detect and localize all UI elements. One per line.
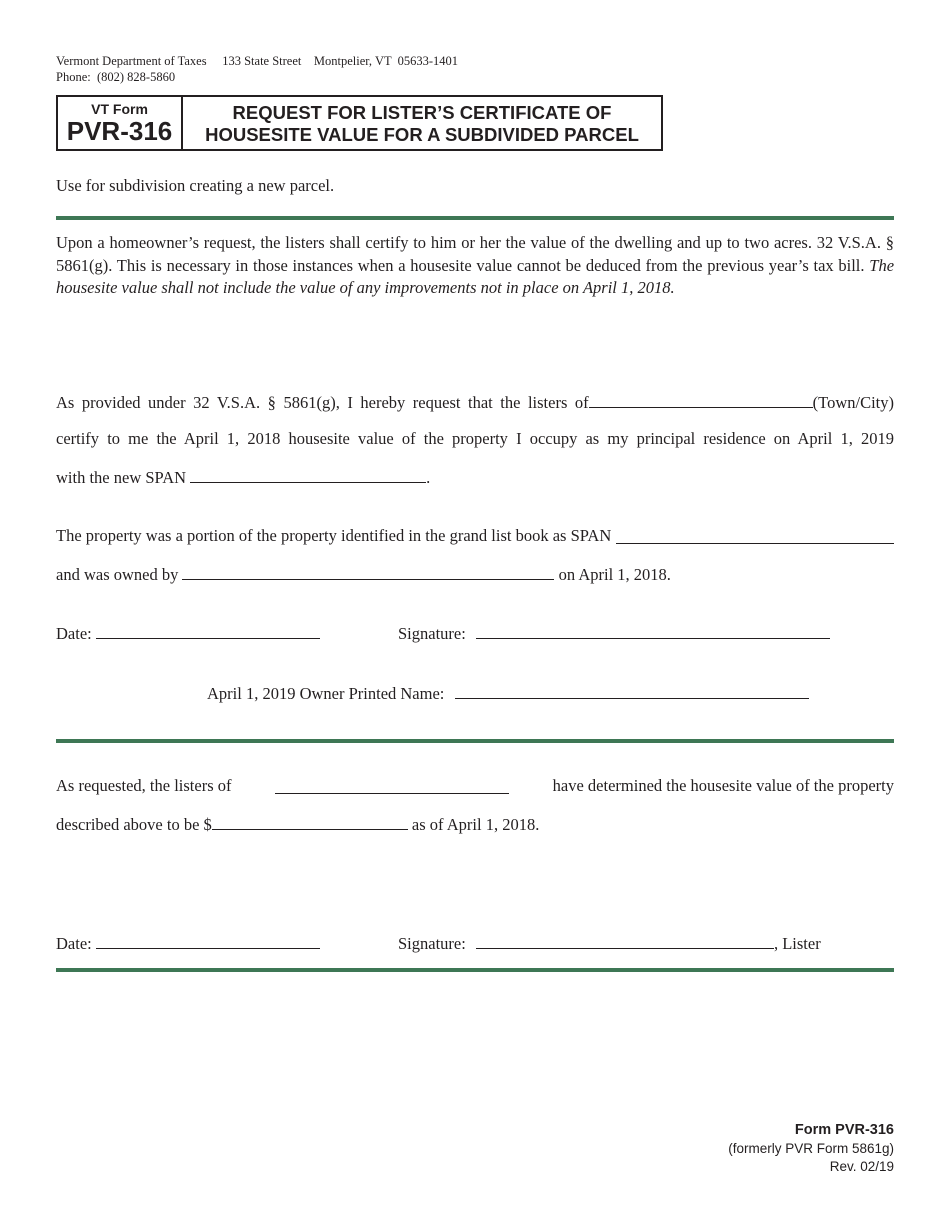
request-signature-row — [398, 623, 830, 644]
lister-signature-field[interactable] — [476, 933, 774, 949]
request-date-field[interactable] — [96, 623, 320, 639]
lister-date-row — [56, 933, 320, 954]
agency-name: Vermont Department of Taxes — [56, 54, 207, 68]
form-title-line1: REQUEST FOR LISTER’S CERTIFICATE OF — [232, 102, 612, 123]
footer-formerly: (formerly PVR Form 5861g) — [728, 1141, 894, 1156]
old-span-field[interactable] — [616, 528, 894, 544]
agency-city: Montpelier, VT 05633-1401 — [313, 54, 459, 68]
request-line1-suffix: (Town/City) — [812, 393, 894, 412]
agency-address — [56, 53, 458, 85]
town-city-field[interactable] — [589, 392, 813, 408]
form-title-box — [56, 95, 663, 151]
owner-name-row — [207, 683, 809, 704]
lister-town-field[interactable] — [275, 778, 509, 794]
lister-line1-suffix: have determined the housesite value of the property — [552, 776, 894, 795]
owned-by-label: and was owned by — [56, 565, 179, 584]
divider-middle — [56, 739, 894, 743]
new-span-label: with the new SPAN — [56, 468, 187, 487]
lister-signature-label: Signature: — [398, 934, 466, 953]
owned-by-suffix: on April 1, 2018. — [558, 565, 671, 584]
lister-line1-prefix: As requested, the listers of — [56, 776, 232, 795]
signature-label: Signature: — [398, 624, 466, 643]
footer-form-number: Form PVR-316 — [794, 1122, 894, 1138]
lister-line-1 — [56, 776, 894, 796]
lister-suffix: , Lister — [773, 934, 821, 953]
value-suffix: as of April 1, 2018. — [411, 815, 540, 834]
instructions-normal: Upon a homeowner’s request, the listers shall certify to him or her the value of the dwelling and up to two acres. 32 V.S.A. § 5861(g). This is necessary in those instances when a housesite value cannot be deduced from the previous year’s tax bill. — [56, 233, 894, 275]
agency-phone: Phone: (802) 828-5860 — [56, 70, 176, 84]
lister-signature-row — [398, 933, 821, 954]
lister-date-field[interactable] — [96, 933, 320, 949]
divider-bottom — [56, 968, 894, 972]
form-id-cell — [58, 97, 183, 149]
request-line-2: certify to me the April 1, 2018 housesite value of the property I occupy as my principal residence on April 1, 2019 — [56, 429, 894, 448]
agency-street: 133 State Street — [222, 54, 302, 68]
form-number: PVR-316 — [66, 116, 173, 146]
form-title — [183, 102, 661, 146]
date-label: Date: — [56, 624, 92, 643]
owner-name-label: April 1, 2019 Owner Printed Name: — [207, 684, 445, 703]
intro-text: Use for subdivision creating a new parcel. — [56, 176, 335, 195]
footer-revision: Rev. 02/19 — [829, 1159, 894, 1174]
instructions-paragraph — [56, 232, 894, 300]
request-signature-field[interactable] — [476, 623, 830, 639]
request-date-row — [56, 623, 320, 644]
lister-date-label: Date: — [56, 934, 92, 953]
owner-name-field[interactable] — [455, 683, 809, 699]
form-label: VT Form — [91, 101, 148, 117]
request-line1-prefix: As provided under 32 V.S.A. § 5861(g), I hereby request that the listers of — [56, 393, 589, 412]
old-span-label: The property was a portion of the property identified in the grand list book as SPAN — [56, 526, 612, 545]
new-span-period: . — [426, 468, 431, 487]
form-title-line2: HOUSESITE VALUE FOR A SUBDIVIDED PARCEL — [205, 124, 639, 145]
new-span-field[interactable] — [190, 467, 426, 483]
request-line-4 — [56, 526, 894, 546]
owned-by-field[interactable] — [182, 564, 554, 580]
request-line-1 — [56, 392, 894, 413]
lister-line-2 — [56, 814, 539, 835]
request-line-5 — [56, 564, 671, 585]
divider-top — [56, 216, 894, 220]
request-line-3 — [56, 467, 430, 488]
instructions-italic: The housesite value shall not include the value of any improvements not in place on April 1, 2018. — [56, 255, 895, 297]
housesite-value-field[interactable] — [212, 814, 408, 830]
value-label: described above to be $ — [56, 815, 212, 834]
